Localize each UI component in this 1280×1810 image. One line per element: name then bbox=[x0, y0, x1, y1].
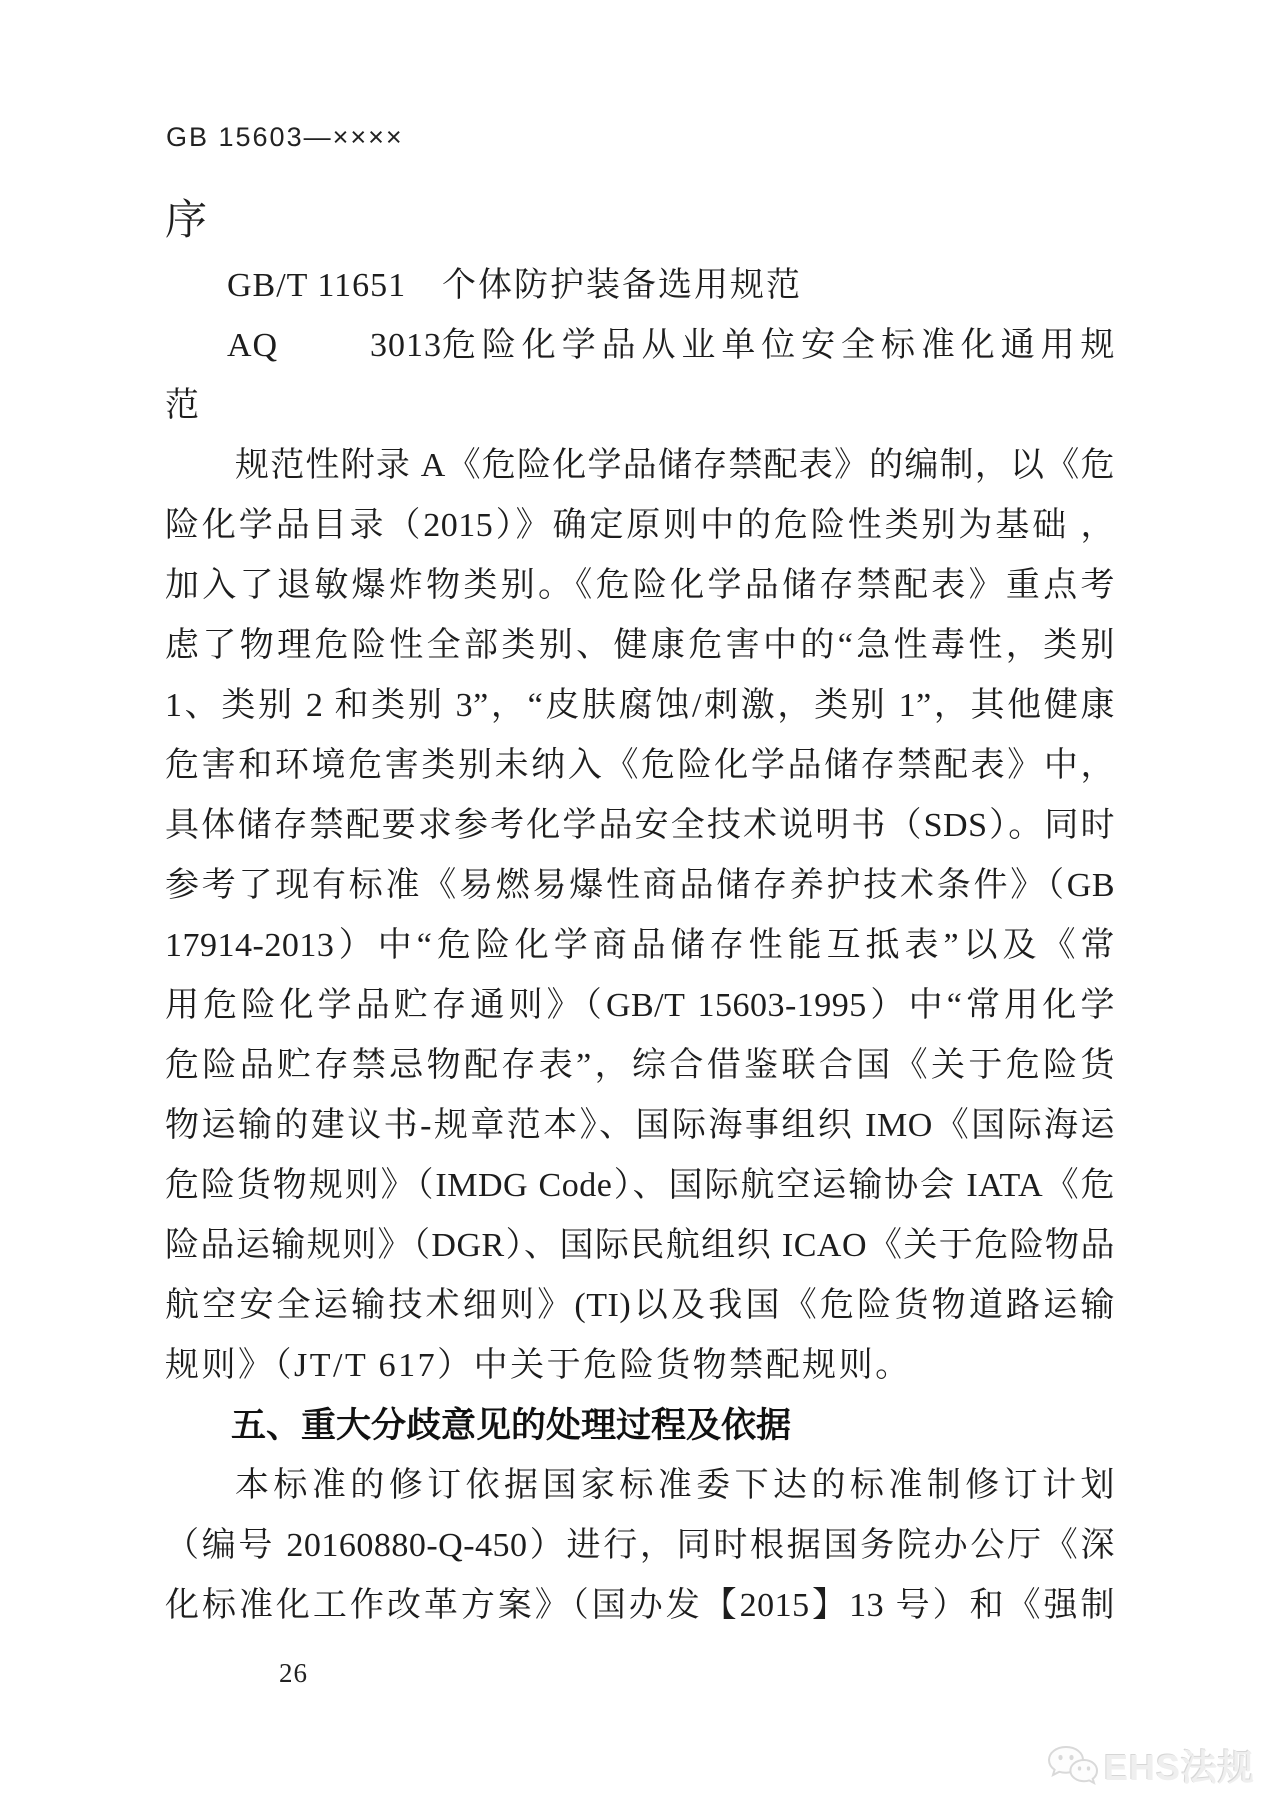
document-line: 险品运输规则》（DGR）、国际民航组织 ICAO《关于危险物品 bbox=[165, 1227, 1115, 1264]
document-line: 范 bbox=[165, 387, 202, 424]
document-line: 危害和环境危害类别未纳入《危险化学品储存禁配表》中， bbox=[165, 747, 1115, 784]
document-line: 加入了退敏爆炸物类别。《危险化学品储存禁配表》重点考 bbox=[165, 567, 1115, 604]
document-line: 虑了物理危险性全部类别、健康危害中的“急性毒性，类别 bbox=[165, 627, 1115, 664]
document-line: 规范性附录 A《危险化学品储存禁配表》的编制，以《危 bbox=[235, 447, 1115, 484]
wechat-icon bbox=[1046, 1744, 1098, 1788]
section-heading: 五、重大分歧意见的处理过程及依据 bbox=[231, 1406, 792, 1445]
page-number: 26 bbox=[279, 1658, 308, 1688]
document-content bbox=[165, 186, 1115, 1636]
document-line bbox=[165, 316, 1115, 376]
document-line: 1、类别 2 和类别 3”，“皮肤腐蚀/刺激，类别 1”，其他健康 bbox=[165, 687, 1115, 724]
watermark bbox=[1046, 1740, 1255, 1791]
document-line: 航空安全运输技术细则》(TI)以及我国《危险货物道路运输 bbox=[165, 1287, 1115, 1324]
document-line: 危险品贮存禁忌物配存表”，综合借鉴联合国《关于危险货 bbox=[165, 1047, 1115, 1084]
document-line: 危险货物规则》（IMDG Code）、国际航空运输协会 IATA《危 bbox=[165, 1167, 1115, 1204]
document-line: 参考了现有标准《易燃易爆性商品储存养护技术条件》（GB bbox=[165, 867, 1115, 904]
reference-code: AQ 3013 bbox=[227, 327, 442, 364]
document-line: 17914-2013）中“危险化学商品储存性能互抵表”以及《常 bbox=[165, 927, 1115, 964]
watermark-label: EHS法规 bbox=[1104, 1747, 1256, 1788]
reference-code: GB/T 11651 bbox=[227, 267, 407, 304]
section-title: 序 bbox=[165, 198, 210, 244]
document-body bbox=[165, 256, 1115, 1636]
document-line: 化标准化工作改革方案》（国办发【2015】13 号）和《强制 bbox=[165, 1587, 1115, 1624]
document-line bbox=[165, 256, 1115, 316]
document-line: 物运输的建议书-规章范本》、国际海事组织 IMO《国际海运 bbox=[165, 1107, 1115, 1144]
standard-code-header: GB 15603—×××× bbox=[166, 122, 404, 152]
reference-title: 个体防护装备选用规范 bbox=[442, 267, 802, 304]
document-line: 本标准的修订依据国家标准委下达的标准制修订计划 bbox=[235, 1467, 1115, 1504]
document-line: 规则》（JT/T 617）中关于危险货物禁配规则。 bbox=[165, 1347, 912, 1384]
document-line: 具体储存禁配要求参考化学品安全技术说明书（SDS）。同时 bbox=[165, 807, 1115, 844]
reference-title: 危险化学品从业单位安全标准化通用规 bbox=[442, 327, 1115, 364]
document-line: 险化学品目录（2015）》确定原则中的危险性类别为基础 ， bbox=[165, 507, 1115, 544]
document-line: 用危险化学品贮存通则》（GB/T 15603-1995）中“常用化学 bbox=[165, 987, 1115, 1024]
document-line: （编号 20160880-Q-450）进行，同时根据国务院办公厅《深 bbox=[165, 1527, 1115, 1564]
